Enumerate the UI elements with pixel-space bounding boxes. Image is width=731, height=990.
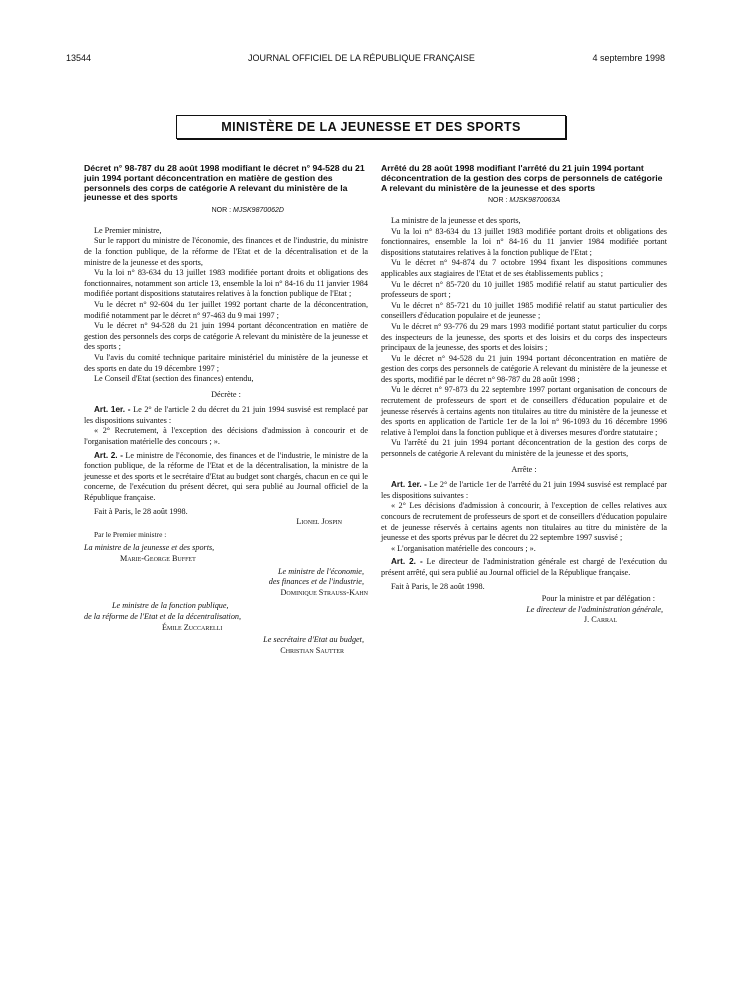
sig2-role1: Le ministre de l'économie, xyxy=(277,566,364,576)
arrete-article-1-quote2: « L'organisation matérielle des concours ; ». xyxy=(391,543,536,553)
arrete-para: La ministre de la jeunesse et des sports, xyxy=(391,215,521,225)
arrete-arrete: Arrête : xyxy=(511,464,537,474)
arrete-para: Vu le décret n° 85-721 du 10 juillet 1985 modifié relatif au statut particulier des conseillers d'éducation populaire et de jeunesse ; xyxy=(381,300,667,321)
arrete-para: Vu le décret n° 85-720 du 10 juillet 1985 modifié relatif au statut particulier des professeurs de sport ; xyxy=(381,279,667,300)
decree-para: Vu le décret n° 94-528 du 21 juin 1994 portant déconcentration en matière de gestion des personnels des corps de catégorie A relevant du ministère de la jeunesse et des sports ; xyxy=(84,321,368,352)
issue-date: 4 septembre 1998 xyxy=(592,53,665,63)
sig3-role1: Le ministre de la fonction publique, xyxy=(112,601,229,611)
arrete-nor: NOR : MJSK9870063A xyxy=(488,197,560,205)
sig4-role: Le secrétaire d'Etat au budget, xyxy=(263,635,364,645)
sig1-role: La ministre de la jeunesse et des sports, xyxy=(84,543,215,553)
arrete-para: Vu le décret n° 97-873 du 22 septembre 1997 portant organisation de concours de recrutement de professeurs de sport et de conseillers d'éducation populaire et de jeunesse réservés à certains agents non titulaires au titre du ministère de la jeunesse et des sports en application de l'article 1er de la loi n° 96-1093 du 16 décembre 1996 relative à l'emploi dans la fonction publique et à diverses mesures d'ordre statutaire ; xyxy=(381,385,667,437)
sig1-name: Marie-George Buffet xyxy=(120,554,196,563)
arrete-column xyxy=(381,164,667,626)
arrete-title: Arrêté du 28 août 1998 modifiant l'arrêté du 21 juin 1994 portant déconcentration de la gestion des corps de personnels de catégorie A relevant du ministère de la jeunesse et des sports xyxy=(381,163,663,193)
ministry-banner: MINISTÈRE DE LA JEUNESSE ET DES SPORTS xyxy=(176,115,566,139)
decree-para: Vu la loi n° 83-634 du 13 juillet 1983 modifiée portant droits et obligations des fonctionnaires, notamment son article 13, ensemble la loi n° 84-16 du 11 janvier 1984 modifiée portant dispositions statutaires relatives à la fonction publique de l'Etat ; xyxy=(84,268,368,299)
decree-para: Vu le décret n° 92-604 du 1er juillet 1992 portant charte de la déconcentration, modifié notamment par le décret n° 97-463 du 9 mai 1997 ; xyxy=(84,299,368,320)
sig2-role2: des finances et de l'industrie, xyxy=(268,577,364,587)
decree-para: Le Premier ministre, xyxy=(94,225,162,235)
arrete-para: Vu le décret n° 94-528 du 21 juin 1994 portant déconcentration en matière de gestion des corps des personnels de catégorie A relevant du ministère de la jeunesse et des sports, modifié par le décret n° 98-787 du 28 août 1998 ; xyxy=(381,353,667,384)
decree-para: Vu l'avis du comité technique paritaire ministériel du ministère de la jeunesse et des sports en date du 19 décembre 1997 ; xyxy=(84,352,368,373)
decree-decrete: Décrète : xyxy=(211,389,241,399)
sig3-role2: de la réforme de l'Etat et de la décentralisation, xyxy=(84,611,242,621)
arrete-para: Vu l'arrêté du 21 juin 1994 portant déconcentration de la gestion des corps de personnels de catégorie A relevant du ministère de la jeunesse et des sports, xyxy=(381,438,667,459)
arrete-article-1-quote: « 2° Les décisions d'admission à concourir, à l'exception de celles relatives aux concours de recrutement de professeurs de sport et de conseillers d'éducation populaire et de jeunesse réservés à certains agents non titulaires au titre du ministère de la jeunesse et des sports prévus par le décret du 22 septembre 1997 susvisé ; xyxy=(381,501,667,543)
decree-fait: Fait à Paris, le 28 août 1998. xyxy=(94,506,188,516)
sig3-name: Émile Zuccarelli xyxy=(162,622,223,632)
decree-para: Le Conseil d'Etat (section des finances) entendu, xyxy=(94,374,254,384)
arrete-article-2: Art. 2. - Le directeur de l'administration générale est chargé de l'exécution du présent arrêté, qui sera publié au Journal officiel de la République française. xyxy=(381,557,668,577)
decree-article-1-quote: « 2° Recrutement, à l'exception des décisions d'admission à concourir et de l'organisation matérielle des concours ; ». xyxy=(84,426,368,447)
delegation-name: J. Carral xyxy=(583,615,617,625)
arrete-para: Vu le décret n° 93-776 du 29 mars 1993 modifié portant statut particulier du corps des inspecteurs de la jeunesse, des sports et des loisirs et du corps des inspecteurs principaux de la jeunesse, des sports et des loisirs ; xyxy=(381,321,667,353)
decree-nor: NOR : MJSK9870062D xyxy=(211,207,284,215)
pm-intro: Par le Premier ministre : xyxy=(94,529,167,539)
delegation-line: Pour la ministre et par délégation : xyxy=(541,594,655,604)
delegation-role: Le directeur de l'administration générale, xyxy=(526,604,663,614)
sig4-name: Christian Sautter xyxy=(280,645,344,655)
decree-article-1: Art. 1er. - Le 2° de l'article 2 du décret du 21 juin 1994 susvisé est remplacé par les dispositions suivantes : xyxy=(84,405,369,425)
decree-para: Sur le rapport du ministre de l'économie, des finances et de l'industrie, du ministre de la fonction publique, de la réforme de l'Etat et de la décentralisation et de la ministre de la jeunesse et des sports, xyxy=(84,236,368,267)
decree-column xyxy=(84,164,368,656)
decree-article-2: Art. 2. - Le ministre de l'économie, des finances et de l'industrie, le ministre de la fonction publique, de la réforme de l'Etat et de la décentralisation, la ministre de la jeunesse et des sports et le secrétaire d'Etat au budget sont chargés, chacun en ce qui le concerne, de l'exécution du présent décret, qui sera publié au Journal officiel de la République française. xyxy=(84,450,368,503)
arrete-para: Vu le décret n° 94-874 du 7 octobre 1994 fixant les dispositions communes applicables aux stagiaires de l'Etat et de ses établissements publics ; xyxy=(381,258,667,278)
sig2-name: Dominique Strauss-Kahn xyxy=(280,587,368,597)
arrete-para: Vu la loi n° 83-634 du 13 juillet 1983 modifiée portant droits et obligations des fonctionnaires, ensemble la loi n° 84-16 du 11 janvier 1984 modifiée portant dispositions statutaires relatives à la fonction publique de l'Etat ; xyxy=(381,226,667,257)
decree-title: Décret n° 98-787 du 28 août 1998 modifiant le décret n° 94-528 du 21 juin 1994 portant déconcentration en matière de gestion des personnels des corps de catégorie A relevant du ministère de la jeunesse et des sports xyxy=(84,163,365,203)
pm-signature: Lionel Jospin xyxy=(296,517,342,527)
journal-title: JOURNAL OFFICIEL DE LA RÉPUBLIQUE FRANÇAISE xyxy=(248,53,475,63)
page-number: 13544 xyxy=(66,53,92,63)
arrete-article-1: Art. 1er. - Le 2° de l'article 1er de l'arrêté du 21 juin 1994 susvisé est remplacé par les dispositions suivantes : xyxy=(381,480,668,500)
arrete-fait: Fait à Paris, le 28 août 1998. xyxy=(391,581,485,591)
